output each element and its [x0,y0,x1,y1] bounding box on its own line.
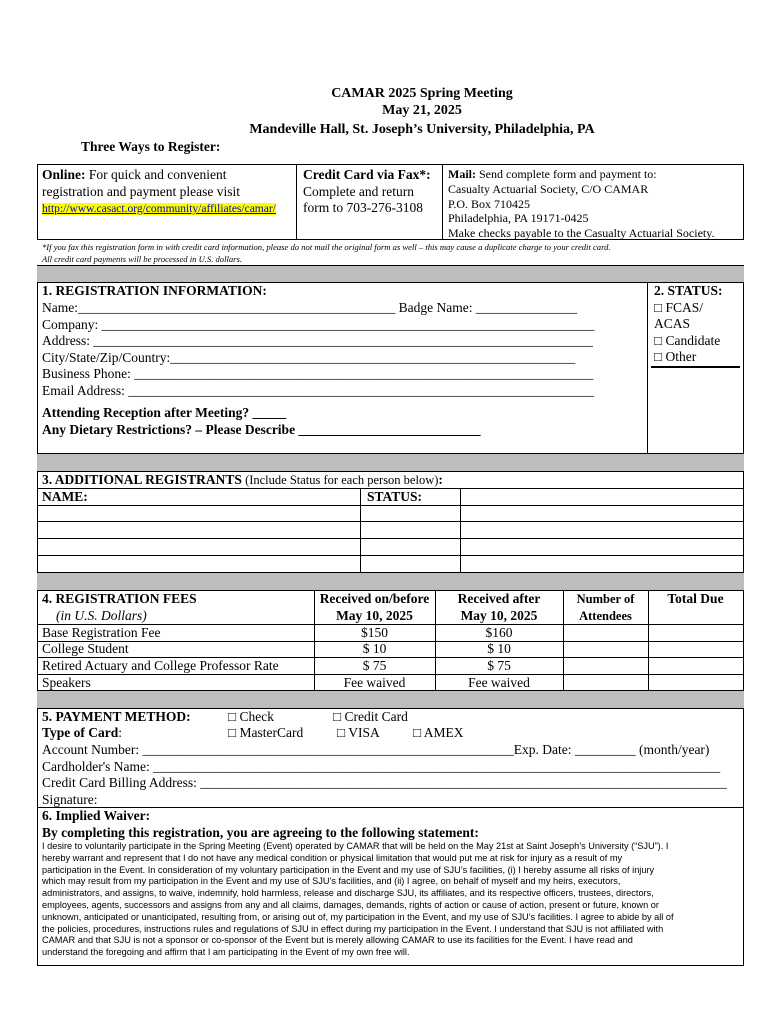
fees-col-after [435,591,563,624]
additional-row-line-1 [37,505,744,506]
fax-section [303,167,441,217]
fee-before-retired: $ 75 [362,658,387,673]
fees-col-after-1: Received after [457,591,541,606]
phone-field[interactable]: Business Phone: ____________________________________________________________________ [42,366,594,381]
form-frame-left [37,265,38,966]
fees-col-before-1: Received on/before [319,591,430,606]
company-field[interactable]: Company: _________________________________________________________________________ [42,316,595,332]
additional-row-line-4 [37,555,744,556]
city-field[interactable]: City/State/Zip/Country:____________________________________________________________ [42,349,576,365]
card-type-colon: : [118,725,123,740]
section-separator-1 [37,265,744,283]
fee-after-retired: $ 75 [487,658,511,673]
waiver-text [42,841,742,959]
waiver-line: the policies, procedures, instructions rules and regulations of SJU in effect during my participation in the Event. I understand that SJU is not affiliated with [42,923,664,934]
fax-note: *If you fax this registration form in with credit card information, please do not mail the original form as well – this may cause a duplicate charge to your credit card. [42,242,611,252]
fax-label: Credit Card via Fax*: [303,167,431,182]
card-type-row [42,725,122,742]
mail-line-1: Send complete form and payment to: [476,167,657,181]
waiver-line: CAMAR and that SJU is not a sponsor or co-sponsor of the Event but is merely allowing CAMAR to use its facilities for the Event. I have read and [42,935,633,946]
waiver-line: understand the foregoing and affirm that I am participating in the Event of my own free will. [42,947,410,958]
address-field[interactable]: Address: __________________________________________________________________________ [42,333,593,348]
waiver-line: unknown, anticipated or unanticipated, resulting from, or arising out of, my participation in the Event, and my use of SJU’s facilities. I agree to abide by all of [42,911,674,922]
online-label: Online: [42,167,86,182]
online-section [42,167,294,218]
name-field[interactable]: Name:_______________________________________________ Badge Name: _______________ [42,300,578,315]
registration-fields [42,300,642,399]
additional-note: (Include Status for each person below) [241,473,439,487]
status-divider [647,283,648,454]
fees-col-total: Total Due [667,591,724,606]
dietary-field[interactable]: Any Dietary Restrictions? – Please Describe ___________________________ [42,422,481,437]
fees-currency: (in U.S. Dollars) [56,607,147,623]
ways-box-top [37,164,744,165]
additional-row-line-2 [37,521,744,522]
billing-address-field[interactable]: Credit Card Billing Address: ______________________________________________________________________________ [42,775,727,790]
additional-heading: 3. ADDITIONAL REGISTRANTS [42,472,242,487]
fees-heading-block [42,591,197,624]
waiver-line: I desire to voluntarily participate in the Spring Meeting (Event) operated by CAMAR that will be held on the May 21st at Saint Joseph’s University (“SJU”). I [42,841,669,851]
fee-after-student: $ 10 [487,641,511,656]
online-text: For quick and convenient [85,167,227,182]
fee-before-base: $150 [361,625,388,640]
ways-box-left [37,164,38,240]
status-other[interactable]: □ Other [654,349,697,364]
fee-before-speakers: Fee waived [343,675,406,690]
additional-col-line-2 [460,488,461,573]
waiver-line: administrators, and assigns, to waive, indemnify, hold harmless, release and discharge SJU, its affiliates, and its respective officers, trustees, directors, [42,888,654,899]
fees-col-attendees-2: Attendees [579,608,632,623]
waiver-line: employees, agents, successors and assigns from any and all claims, damages, demands, rights of action or cause of action, present or future, known or [42,899,659,910]
status-fcas[interactable]: □ FCAS/ [654,299,704,315]
registration-heading: 1. REGISTRATION INFORMATION: [42,283,267,298]
email-field[interactable]: Email Address: _____________________________________________________________________ [42,382,594,398]
status-column-header: STATUS: [367,489,423,504]
fee-row-student [42,641,129,658]
fee-label: Speakers [42,675,91,690]
card-mastercard[interactable]: □ MasterCard [228,725,304,740]
fees-col-after-2: May 10, 2025 [460,607,538,623]
fees-col-attendees-1: Number of [576,592,635,606]
mail-line-2: Casualty Actuarial Society, C/O CAMAR [448,181,649,196]
payment-credit-card[interactable]: □ Credit Card [333,709,408,724]
card-amex[interactable]: □ AMEX [413,725,464,740]
mail-line-3: P.O. Box 710425 [448,196,531,211]
section-separator-4 [37,690,744,709]
waiver-line: which may result from my participation in the Event and my use of SJU’s facilities, and (ii) I agree, on behalf of myself and my heirs, executors, [42,876,621,887]
online-text-2: registration and payment please visit [42,183,240,199]
ways-divider-2 [442,164,443,240]
reception-field[interactable]: Attending Reception after Meeting? _____ [42,405,287,420]
payment-check[interactable]: □ Check [228,709,275,724]
name-column-header: NAME: [42,489,88,504]
section-separator-3 [37,572,744,591]
fees-col-before-2: May 10, 2025 [336,607,413,623]
fee-label: College Student [42,641,129,656]
ways-divider-1 [296,164,297,240]
page-title: CAMAR 2025 Spring Meeting [331,86,513,101]
status-underline [651,366,740,368]
currency-note: All credit card payments will be processed in U.S. dollars. [42,254,243,264]
meeting-date: May 21, 2025 [382,103,462,118]
registration-link[interactable]: http://www.casact.org/community/affiliates/camar/ [42,203,276,215]
form-frame-bottom [37,965,744,966]
waiver-line: participation in the Event. In consideration of my voluntary participation in the Event and my use of SJU’s facilities, (i) I hereby assume all risks of injury [42,864,655,875]
fee-label: Retired Actuary and College Professor Rate [42,658,279,673]
card-type-label: Type of Card [42,725,119,740]
payment-heading: 5. PAYMENT METHOD: [42,709,191,724]
status-acas: ACAS [654,316,691,331]
fees-col-before [314,591,435,624]
mail-line-4: Philadelphia, PA 19171-0425 [448,211,589,226]
waiver-heading: 6. Implied Waiver: [42,808,151,823]
additional-heading-row [42,472,443,489]
fee-after-base: $160 [485,625,513,640]
fee-row-base [42,625,160,642]
fee-before-student: $ 10 [362,641,387,656]
additional-row-line-3 [37,538,744,539]
fee-row-retired [42,658,279,675]
payment-fields [42,742,742,808]
section-separator-2 [37,453,744,472]
fees-col-attendees [563,591,648,624]
mail-line-5: Make checks payable to the Casualty Actuarial Society. [448,226,715,241]
additional-col-line-1 [360,488,361,573]
additional-colon: : [438,472,443,487]
card-visa[interactable]: □ VISA [337,725,380,740]
status-candidate[interactable]: □ Candidate [654,332,721,348]
status-heading: 2. STATUS: [654,283,723,298]
fee-label: Base Registration Fee [42,625,161,640]
fax-line-1: Complete and return [303,183,414,199]
waiver-subheading: By completing this registration, you are agreeing to the following statement: [42,825,479,840]
cardholder-name-field[interactable]: Cardholder's Name: ____________________________________________________________________________________ [42,758,721,774]
fax-line-2: form to 703-276-3108 [303,200,423,215]
fees-heading: 4. REGISTRATION FEES [42,591,197,606]
status-options [654,283,740,366]
signature-field[interactable]: Signature: [42,791,98,807]
form-frame-right [743,265,744,966]
fee-after-speakers: Fee waived [468,675,530,690]
waiver-line: hereby warrant and represent that I do not have any medical condition or physical limitation that would put me at risk for injury as a result of my [42,852,623,863]
meeting-location: Mandeville Hall, St. Joseph’s University, Philadelphia, PA [249,122,595,137]
mail-label: Mail: [448,167,476,181]
mail-section [448,167,744,241]
ways-heading: Three Ways to Register: [81,139,221,154]
account-number-field[interactable]: Account Number: _______________________________________________________Exp. Date: _________ (month/year) [42,742,710,757]
